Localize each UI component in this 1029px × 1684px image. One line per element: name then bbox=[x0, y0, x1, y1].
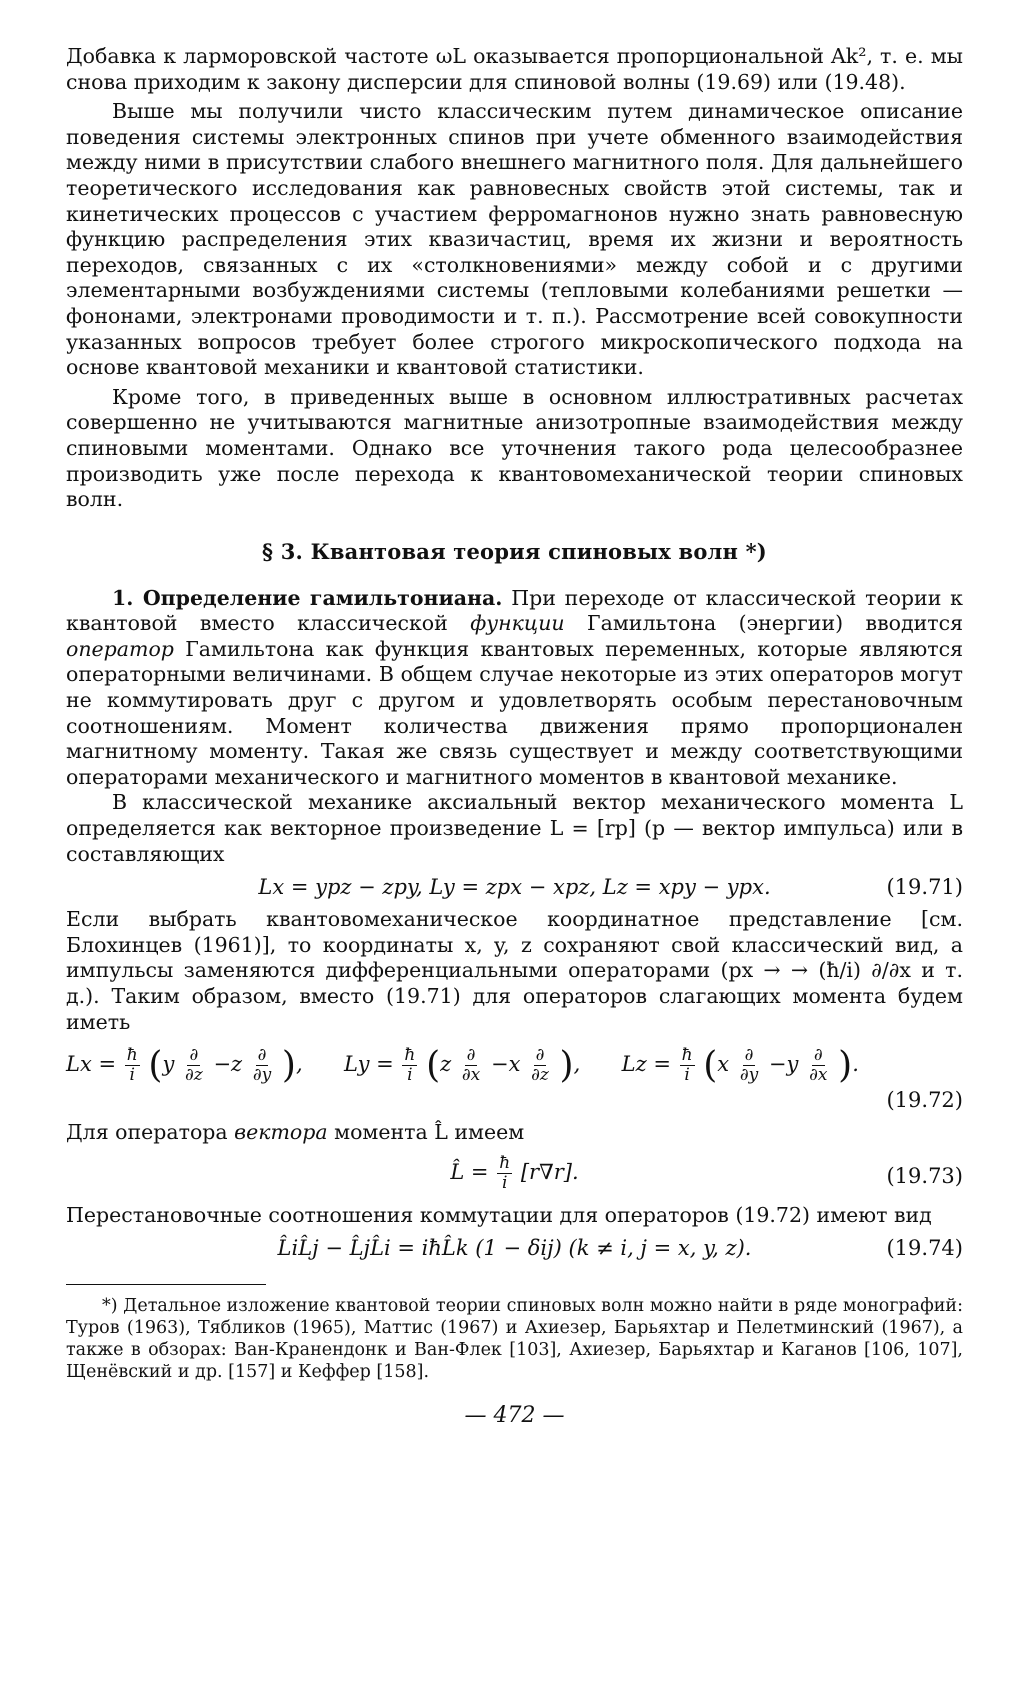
fraction: $\frac{ħ}{i}$ bbox=[681, 1045, 693, 1086]
fraction: $\frac{ħ}{i}$ bbox=[499, 1152, 511, 1193]
text-run: Гамильтона как функция квантовых переменных, которые являются операторными величинами. В общем случае некоторые из этих операторов могут не коммутировать друг с другом и удовлетворять особым перестановочным соотношениям. Момент количества движения прямо пропорционален магнитному моменту. Такая же связь существует и между соответствующими операторами механического и магнитного моментов в квантовой механике. bbox=[66, 636, 963, 789]
equation-number: (19.73) bbox=[886, 1163, 963, 1188]
fraction: $\frac{\partial}{\partial z}$ bbox=[185, 1045, 203, 1086]
equation-body: L̂iL̂j − L̂jL̂i = iħL̂k (1 − δij) (k ≠ i, j = x, y, z). bbox=[277, 1236, 752, 1261]
paragraph-5: В классической механике аксиальный вектор механического момента L определяется как векторное произведение L = [rp] (p — вектор импульса) или в составляющих bbox=[66, 790, 963, 866]
equation-19-71 bbox=[66, 875, 963, 899]
paragraph-6: Если выбрать квантовомеханическое координатное представление [см. Блохинцев (1961)], то координаты x, y, z сохраняют свой классический вид, а импульсы заменяются дифференциальными операторами (px → → (ħ/i) ∂/∂x и т. д.). Таким образом, вместо (19.71) для операторов слагающих момента будем иметь bbox=[66, 907, 963, 1034]
equation-19-73 bbox=[66, 1154, 963, 1193]
lhs-lz: Lz = bbox=[621, 1052, 671, 1077]
fraction: $\frac{ħ}{i}$ bbox=[404, 1045, 416, 1086]
paragraph-2: Выше мы получили чисто классическим путем динамическое описание поведения системы электронных спинов при учете обменного взаимодействия между ними в присутствии слабого внешнего магнитного поля. Для дальнейшего теоретического исследования как равновесных свойств этой системы, так и кинетических процессов с участием ферромагнонов нужно знать равновесную функцию распределения этих квазичастиц, время их жизни и вероятность переходов, связанных с их «столкновениями» между собой и с другими элементарными возбуждениями системы (тепловыми колебаниями решетки — фононами, электронами проводимости и т. п.). Рассмотрение всей совокупности указанных вопросов требует более строгого микроскопического подхода на основе квантовой механики и квантовой статистики. bbox=[66, 99, 963, 380]
emphasis: оператор bbox=[66, 636, 174, 661]
paragraph-1: Добавка к ларморовской частоте ωL оказывается пропорциональной Ak², т. е. мы снова приходим к закону дисперсии для спиновой волны (19.69) или (19.48). bbox=[66, 44, 963, 94]
subsection-heading: 1. Определение гамильтониана. bbox=[112, 585, 503, 610]
equation-body: Lx = ypz − zpy, Ly = zpx − xpz, Lz = xpy − ypx. bbox=[258, 875, 771, 900]
section-title: § 3. Квантовая теория спиновых волн *) bbox=[262, 538, 767, 564]
emphasis: вектора bbox=[234, 1120, 328, 1145]
paragraph-4 bbox=[66, 586, 963, 791]
equation-19-74 bbox=[66, 1236, 963, 1260]
paragraph-3: Кроме того, в приведенных выше в основном иллюстративных расчетах совершенно не учитываются магнитные анизотропные взаимодействия между спиновыми моментами. Однако все уточнения такого рода целесообразнее производить уже после перехода к квантовомеханической теории спиновых волн. bbox=[66, 384, 963, 512]
equation-number: (19.74) bbox=[886, 1236, 963, 1261]
footnote-divider bbox=[66, 1284, 266, 1285]
fraction: $\frac{\partial}{\partial x}$ bbox=[809, 1045, 828, 1086]
lhs-ly: Ly = bbox=[344, 1052, 394, 1077]
text-run: Гамильтона (энергии) вводится bbox=[564, 611, 963, 636]
fraction: $\frac{\partial}{\partial z}$ bbox=[531, 1045, 549, 1086]
fraction: $\frac{\partial}{\partial x}$ bbox=[461, 1045, 481, 1086]
text-run: момента L̂ имеем bbox=[327, 1120, 525, 1145]
equation-body: L̂ = $\frac{ħ}{i}$ [r∇r]. bbox=[450, 1152, 579, 1193]
fraction: $\frac{ħ}{i}$ bbox=[126, 1045, 138, 1086]
emphasis: функции bbox=[470, 611, 565, 636]
paragraph-7 bbox=[66, 1120, 963, 1146]
footnote: *) Детальное изложение квантовой теории спиновых волн можно найти в ряде монографий: Туров (1963), Тябликов (1965), Маттис (1967) и Ахиезер, Барьяхтар и Пелетминский (1967), а также в обзорах: Ван-Кранендонк и Ван-Флек [103], Ахиезер, Барьяхтар и Каганов [106, 107], Щенёвский и др. [157] и Кеффер [158]. bbox=[66, 1296, 963, 1383]
text-run: При переходе от классической теории к квантовой вместо классической bbox=[66, 585, 963, 636]
equation-number: (19.72) bbox=[886, 1088, 963, 1113]
equation-19-72 bbox=[66, 1045, 963, 1112]
equation-number: (19.71) bbox=[886, 875, 963, 900]
fraction: $\frac{\partial}{\partial y}$ bbox=[739, 1045, 759, 1086]
lhs-lx: Lx = bbox=[66, 1052, 117, 1077]
paragraph-8: Перестановочные соотношения коммутации для операторов (19.72) имеют вид bbox=[66, 1202, 932, 1227]
fraction: $\frac{\partial}{\partial y}$ bbox=[252, 1045, 272, 1086]
page-number: — 472 — bbox=[464, 1403, 565, 1429]
text-run: Для оператора bbox=[66, 1120, 235, 1145]
equation-body: Lx = $\frac{ħ}{i}$ (y $\frac{\partial}{\partial z}$ −z $\frac{\partial}{\partial y}$ ), Ly = $\frac{ħ}{i}$ (z $\frac{\partial}{\partial x}$ −x $\frac{\partial}{\partial z}$ ), Lz = $\frac{ħ}{i}$ (x $\frac{\partial}{\partial y}$ −y $\frac{\partial}{\partial x}$ ). bbox=[66, 1045, 859, 1087]
